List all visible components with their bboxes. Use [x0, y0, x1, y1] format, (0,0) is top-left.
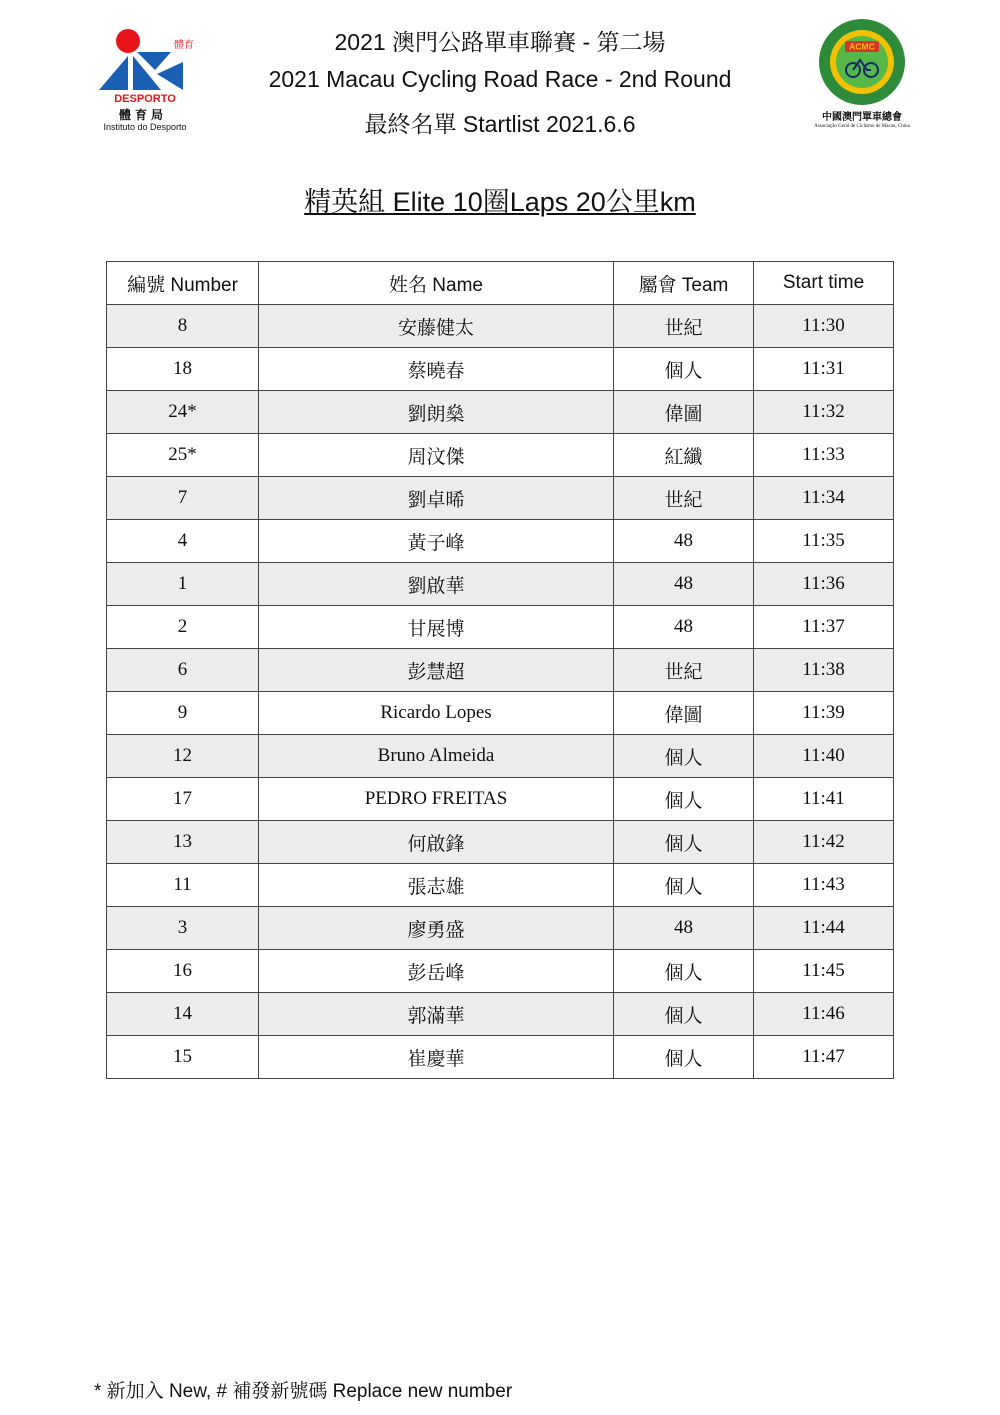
cell-name: 蔡曉春 [259, 348, 614, 391]
cell-number: 6 [107, 649, 259, 692]
cell-number: 16 [107, 950, 259, 993]
logo-left-name-pt: Instituto do Desporto [103, 122, 187, 132]
logo-brand-text: DESPORTO [114, 93, 176, 104]
cell-team: 個人 [614, 993, 754, 1036]
cell-start-time: 11:39 [754, 692, 894, 735]
cell-name: 何啟鋒 [259, 821, 614, 864]
table-row [107, 735, 894, 778]
cell-team: 偉圖 [614, 692, 754, 735]
acmc-logo [812, 18, 912, 136]
cell-number: 7 [107, 477, 259, 520]
cell-team: 個人 [614, 348, 754, 391]
cell-number: 17 [107, 778, 259, 821]
cell-name: 郭滿華 [259, 993, 614, 1036]
cell-name: 劉朗燊 [259, 391, 614, 434]
cell-team: 48 [614, 606, 754, 649]
table-row [107, 348, 894, 391]
logo-right-name-cn: 中國澳門單車總會 [822, 112, 902, 123]
cell-name: 周汶傑 [259, 434, 614, 477]
cell-team: 世紀 [614, 477, 754, 520]
cell-number: 24* [107, 391, 259, 434]
cell-team: 偉圖 [614, 391, 754, 434]
cell-start-time: 11:45 [754, 950, 894, 993]
table-row [107, 477, 894, 520]
table-row [107, 993, 894, 1036]
cell-number: 2 [107, 606, 259, 649]
cell-team: 48 [614, 520, 754, 563]
cell-number: 9 [107, 692, 259, 735]
table-row [107, 692, 894, 735]
cell-start-time: 11:34 [754, 477, 894, 520]
cell-number: 12 [107, 735, 259, 778]
cell-start-time: 11:40 [754, 735, 894, 778]
cell-team: 個人 [614, 950, 754, 993]
table-row [107, 950, 894, 993]
cell-number: 14 [107, 993, 259, 1036]
cell-name: Ricardo Lopes [259, 692, 614, 735]
logo-mark-text: 體育 [174, 40, 194, 51]
cell-start-time: 11:47 [754, 1036, 894, 1079]
desporto-emblem-icon [95, 24, 195, 104]
table-row [107, 821, 894, 864]
table-row [107, 520, 894, 563]
category-title: 精英組 Elite 10圈Laps 20公里km [304, 187, 696, 217]
table-row [107, 606, 894, 649]
cell-start-time: 11:32 [754, 391, 894, 434]
table-header-row [107, 262, 894, 305]
cell-name: 黃子峰 [259, 520, 614, 563]
header-number: 編號 Number [107, 262, 259, 305]
cell-number: 13 [107, 821, 259, 864]
table-body [107, 305, 894, 1079]
instituto-do-desporto-logo [95, 24, 195, 136]
cell-start-time: 11:30 [754, 305, 894, 348]
logo-right-name-pt: Associação Geral de Ciclismo de Macau, China [814, 124, 910, 129]
footnote: * 新加入 New, # 補發新號碼 Replace new number [94, 1381, 513, 1402]
cell-name: 崔慶華 [259, 1036, 614, 1079]
table-row [107, 434, 894, 477]
startlist-table [106, 261, 894, 1079]
cell-team: 紅纖 [614, 434, 754, 477]
header-name: 姓名 Name [259, 262, 614, 305]
cell-number: 8 [107, 305, 259, 348]
cell-number: 3 [107, 907, 259, 950]
cell-start-time: 11:36 [754, 563, 894, 606]
cell-name: Bruno Almeida [259, 735, 614, 778]
table-row [107, 864, 894, 907]
cell-start-time: 11:31 [754, 348, 894, 391]
cell-name: 張志雄 [259, 864, 614, 907]
cell-name: 甘展博 [259, 606, 614, 649]
header-title-en: 2021 Macau Cycling Road Race - 2nd Round [268, 66, 732, 92]
cell-team: 個人 [614, 1036, 754, 1079]
cell-number: 4 [107, 520, 259, 563]
cell-start-time: 11:38 [754, 649, 894, 692]
cell-start-time: 11:37 [754, 606, 894, 649]
header-title-cn: 2021 澳門公路單車聯賽 - 第二場 [334, 29, 666, 55]
cell-start-time: 11:42 [754, 821, 894, 864]
cell-number: 15 [107, 1036, 259, 1079]
cell-number: 18 [107, 348, 259, 391]
cell-team: 世紀 [614, 649, 754, 692]
cell-number: 11 [107, 864, 259, 907]
cell-start-time: 11:44 [754, 907, 894, 950]
cell-start-time: 11:41 [754, 778, 894, 821]
header-start-time: Start time [754, 262, 894, 305]
acmc-emblem-icon [812, 18, 912, 106]
cell-team: 個人 [614, 778, 754, 821]
cell-start-time: 11:46 [754, 993, 894, 1036]
cell-start-time: 11:35 [754, 520, 894, 563]
table-row [107, 649, 894, 692]
header-startlist-date: 最終名單 Startlist 2021.6.6 [364, 111, 636, 137]
cell-name: 劉卓晞 [259, 477, 614, 520]
cell-team: 48 [614, 563, 754, 606]
table-header [107, 262, 894, 305]
table-row [107, 305, 894, 348]
cell-start-time: 11:33 [754, 434, 894, 477]
cell-team: 個人 [614, 821, 754, 864]
cell-team: 48 [614, 907, 754, 950]
cell-team: 個人 [614, 864, 754, 907]
acmc-badge-text: ACMC [849, 41, 875, 52]
table-row [107, 907, 894, 950]
table-row [107, 778, 894, 821]
cell-name: 廖勇盛 [259, 907, 614, 950]
table-row [107, 1036, 894, 1079]
cell-name: 劉啟華 [259, 563, 614, 606]
cell-start-time: 11:43 [754, 864, 894, 907]
table-row [107, 391, 894, 434]
cell-number: 25* [107, 434, 259, 477]
cell-name: 彭岳峰 [259, 950, 614, 993]
cell-team: 個人 [614, 735, 754, 778]
cell-name: 安藤健太 [259, 305, 614, 348]
cell-team: 世紀 [614, 305, 754, 348]
header-team: 屬會 Team [614, 262, 754, 305]
cell-name: PEDRO FREITAS [259, 778, 614, 821]
logo-left-name-cn: 體育局 [118, 108, 167, 122]
cell-name: 彭慧超 [259, 649, 614, 692]
cell-number: 1 [107, 563, 259, 606]
table-row [107, 563, 894, 606]
